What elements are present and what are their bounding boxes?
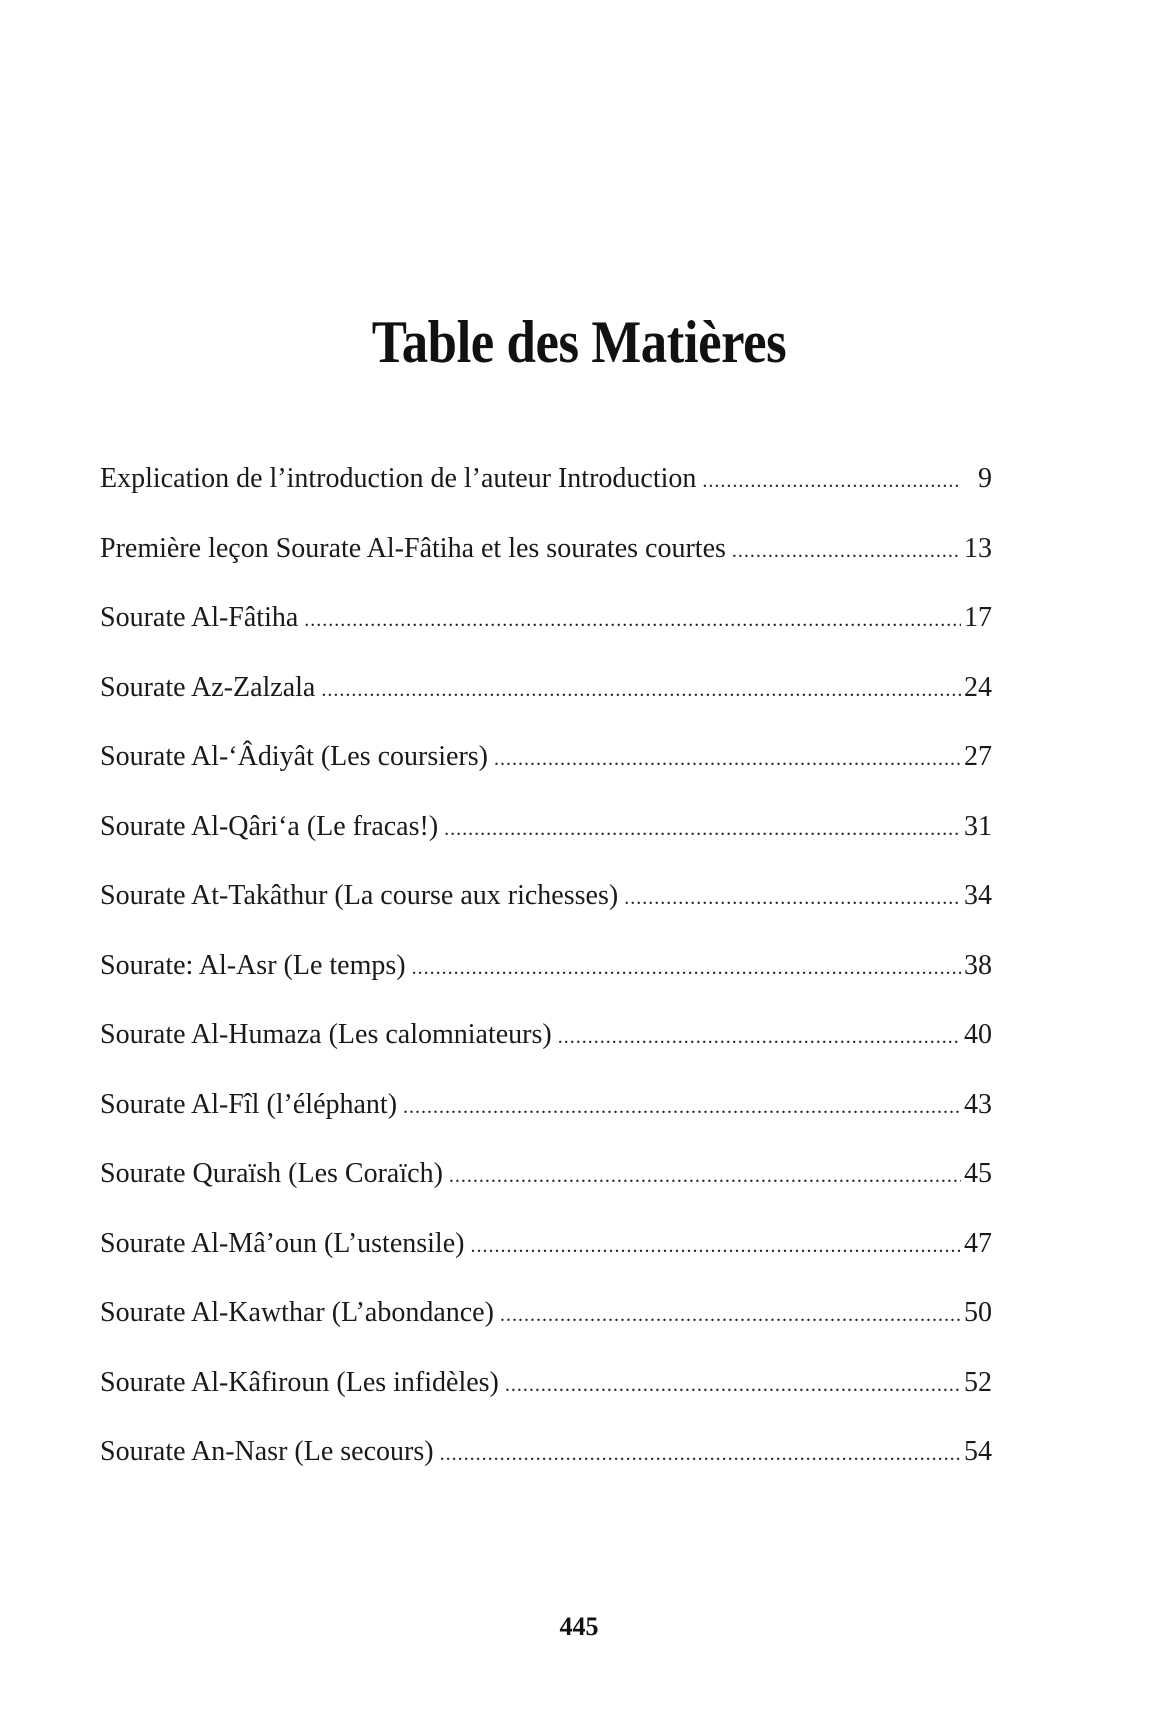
dot-leader xyxy=(494,747,961,771)
toc-entry xyxy=(100,1296,992,1366)
dot-leader xyxy=(440,1442,961,1466)
toc-entry-label: Sourate An-Nasr (Le secours) xyxy=(100,1436,434,1467)
toc-entry-label: Sourate Al-Fîl (l’éléphant) xyxy=(100,1088,398,1120)
toc-entry-page: 27 xyxy=(964,741,992,772)
dot-leader xyxy=(500,1303,961,1327)
table-of-contents xyxy=(100,462,992,1505)
toc-entry-label: Explication de l’introduction de l’auteur Introduction xyxy=(100,463,697,494)
toc-entry-label: Sourate Al-Mâ’oun (L’ustensile) xyxy=(100,1227,465,1259)
toc-entry-label: Sourate Al-Kawthar (L’abondance) xyxy=(100,1297,494,1328)
toc-entry-label: Sourate Al-‘Âdiyât (Les coursiers) xyxy=(100,741,488,772)
toc-entry-page: 24 xyxy=(964,671,992,703)
toc-entry-page: 50 xyxy=(964,1297,992,1328)
toc-entry xyxy=(100,532,992,602)
toc-entry xyxy=(100,740,992,810)
toc-entry xyxy=(100,1088,992,1158)
toc-entry xyxy=(100,810,992,880)
toc-entry-label: Sourate Al-Humaza (Les calomniateurs) xyxy=(100,1019,552,1050)
toc-entry-page: 52 xyxy=(964,1366,992,1398)
toc-entry xyxy=(100,671,992,741)
toc-entry-page: 31 xyxy=(964,810,992,842)
toc-entry-page: 34 xyxy=(964,880,992,911)
toc-entry-label: Sourate Az-Zalzala xyxy=(100,671,316,703)
page-title: Table des Matières xyxy=(371,309,787,376)
toc-entry-page: 47 xyxy=(964,1227,992,1259)
dot-leader xyxy=(702,469,961,493)
dot-leader xyxy=(732,539,961,563)
dot-leader xyxy=(444,817,961,841)
page-number: 445 xyxy=(559,1612,599,1641)
dot-leader xyxy=(470,1234,961,1258)
toc-entry xyxy=(100,1018,992,1088)
dot-leader xyxy=(449,1164,961,1188)
toc-entry xyxy=(100,1227,992,1297)
toc-entry xyxy=(100,879,992,949)
toc-entry-label: Sourate Quraïsh (Les Coraïch) xyxy=(100,1158,443,1189)
toc-entry-page: 13 xyxy=(964,532,992,564)
toc-entry xyxy=(100,601,992,671)
toc-entry-label: Première leçon Sourate Al-Fâtiha et les sourates courtes xyxy=(100,532,726,564)
toc-entry-label: Sourate Al-Kâfiroun (Les infidèles) xyxy=(100,1366,499,1398)
toc-entry-page: 9 xyxy=(978,463,992,494)
toc-entry xyxy=(100,1435,992,1505)
dot-leader xyxy=(403,1095,961,1119)
dot-leader xyxy=(558,1025,961,1049)
dot-leader xyxy=(624,886,961,910)
toc-entry-label: Sourate At-Takâthur (La course aux richesses) xyxy=(100,880,619,911)
dot-leader xyxy=(505,1373,961,1397)
toc-entry xyxy=(100,949,992,1019)
toc-entry-page: 17 xyxy=(964,602,992,633)
toc-entry-page: 45 xyxy=(964,1158,992,1189)
toc-entry-page: 54 xyxy=(964,1436,992,1467)
toc-entry-label: Sourate Al-Qâri‘a (Le fracas!) xyxy=(100,810,439,842)
toc-entry xyxy=(100,462,992,532)
toc-entry xyxy=(100,1157,992,1227)
toc-entry-page: 38 xyxy=(964,949,992,981)
dot-leader xyxy=(412,956,961,980)
dot-leader xyxy=(304,608,961,632)
toc-entry-label: Sourate: Al-Asr (Le temps) xyxy=(100,949,406,981)
toc-entry-page: 40 xyxy=(964,1019,992,1050)
toc-entry-page: 43 xyxy=(964,1088,992,1120)
toc-entry xyxy=(100,1366,992,1436)
toc-entry-label: Sourate Al-Fâtiha xyxy=(100,602,299,633)
dot-leader xyxy=(321,678,961,702)
